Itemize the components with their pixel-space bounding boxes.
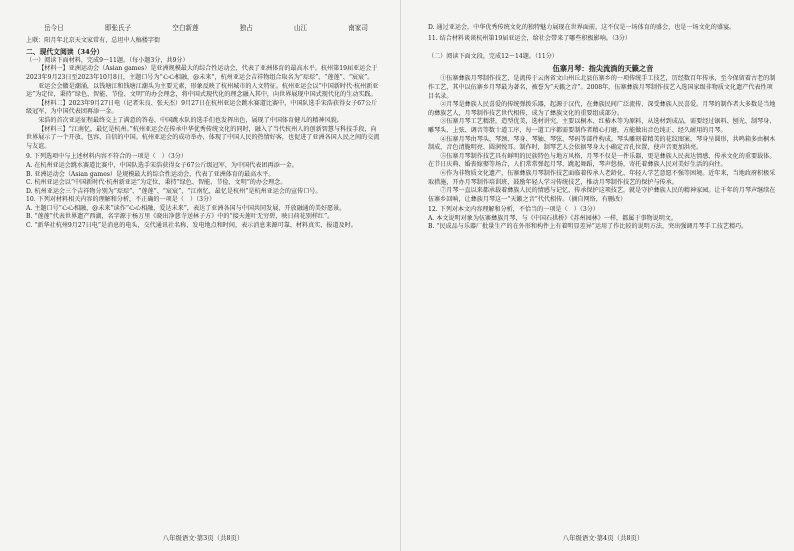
article-paragraph: ④伍寨月琴由琴头、琴颈、琴身、琴轴、琴弦、琴码等部件构成。琴头雕刻着精美的花纹图案，琴身呈圆形，共鸣箱多由桐木制成，音色清脆明亮、圆润悦耳。制作时，制琴艺人会依据琴身大小确定音孔位置，使声音更加洪亮。	[428, 135, 776, 152]
answer-option: C. 杭州亚运会以“中国新时代·杭州新亚运”为定位，秉持“绿色、智能、节俭、文明”的办会理念。	[26, 179, 287, 187]
option-word: 山江	[293, 24, 308, 32]
article-paragraph: ⑥作为非物质文化遗产，伍寨彝族月琴制作技艺面临着传承人老龄化、年轻人学艺意愿不强等困境。近年来，当地政府积极采取措施，开办月琴制作培训班，鼓励年轻人学习传统技艺，推动月琴制作技艺的保护与传承。	[428, 169, 776, 186]
option-word: 独占	[239, 24, 253, 32]
article-paragraph: ②月琴是彝族人民喜爱的传统弹拨乐器，起源于汉代，在彝族民间广泛流传，深受彝族人民喜爱。月琴的制作者大多数是当地的彝族艺人，月琴制作技艺世代相传，成为了彝族文化的重要组成部分。	[428, 101, 776, 117]
material-paragraph: 【材料二】2023年9月27日电（记者朱良、张天杰）9月27日在杭州亚运会跳水赛道比赛中，中国队选手宋浩获得女子67公斤级冠军，为中国代表团再添一金。	[26, 99, 378, 116]
answer-option: B. “莲莲”代表世界遗产西湖，名字源于杨万里《晓出净慈寺送林子方》中的“接天莲叶无穷碧，映日荷花别样红”。	[26, 213, 334, 221]
answer-option: C. “新华社杭州9月27日电”是消息的电头，交代通讯社名称、发电地点和时间，表示消息来源可靠、材料真实、报道及时。	[26, 222, 357, 230]
option-word-row	[26, 24, 380, 33]
article-paragraph: ⑤伍寨月琴制作技艺具有鲜明的民族特色与地方风格，月琴不仅是一件乐器，更是彝族人民表达情感、传承文化的重要载体。在节日庆典、婚丧嫁娶等场合，人们常常弹起月琴、跳起舞蹈，琴声悠扬，寄托着彝族人民对美好生活的向往。	[428, 152, 776, 169]
answer-option: D. 通过亚运会，中华优秀传统文化的独特魅力展现在世界面前，这不仅是一场体育的盛会，也是一场文化的盛宴。	[428, 24, 736, 31]
answer-option: A. 本文说明对象为伍寨彝族月琴，与《中国石拱桥》《苏州园林》一样，都属于事物说明文。	[428, 214, 677, 222]
page-fold-divider	[400, 0, 401, 551]
answer-option: B. “民成品与乐器厂批量生产的在外形和构件上有着明显差异”运用了作比较的说明方法，突出强调月琴手工技艺精巧。	[428, 223, 748, 231]
option-word: 岳今日	[44, 24, 64, 32]
reading-instruction: （二）阅读下面文段，完成12～14题。（11分）	[428, 53, 558, 61]
option-word: 空白新莲	[172, 24, 199, 32]
answer-option: B. 亚洲运动会（Asian games）是规模最大的综合性运动会，代表了亚洲体育的最高水平。	[26, 170, 275, 178]
article-paragraph: ①伍寨彝族月琴制作技艺，是流传于云南省文山州丘北县伍寨乡的一项传统手工技艺，历经数百年传承，至今保留着古老的制作工艺，其中以伍寨乡月琴最为著名，被誉为“天籁之音”。2008年，伍寨彝族月琴制作技艺入选国家级非物质文化遗产代表性项目名录。	[428, 75, 776, 100]
couplet-line: 上联：阳月年北京天文家常有，总坦中人稿楼字街	[26, 36, 161, 44]
material-paragraph: 【材料一】亚洲运动会（Asian games）是亚洲规模最大的综合性运动会，代表了亚洲体育的最高水平。杭州第19届亚运会于2023年9月23日至2023年10月8日，主题口号为“心心相融，@未来”，杭州亚运会吉祥物组合取名为“琮琮”、“莲莲”、“宸宸”。	[26, 65, 378, 81]
material-paragraph: 宋浩的首次亚运征程最终交上了满意的答卷，中国跳水队的选手们也发挥出色，展现了中国体育健儿的精神风貌。	[38, 116, 343, 124]
article-paragraph: ⑦月琴一直以来都承载着彝族人民的情感与记忆，传承保护这项技艺，就是守护彝族人民的精神家园。让千年的月琴声继续在伍寨乡回响，让彝族月琴这一“天籁之音”代代相传。（摘自网络，有删改）	[428, 187, 776, 203]
page-footer: 八年级语文·第4页（共8页）	[562, 534, 644, 543]
section-heading: 二、现代文阅读（34分）	[26, 48, 104, 57]
article-paragraph: ③伍寨月琴工艺精湛，造型优美，选材讲究，主要以桐木、红椿木等为原料，从选材到成品，需要经过锯料、刨光、制琴身、雕琴头、上弦、调音等数十道工序，每一道工序都需要制作者精心打磨，方能做出音色纯正、经久耐用的月琴。	[428, 118, 776, 134]
question-10: 10. 下列对材料相关内容的理解和分析，不正确的一项是（ ）（3分）	[26, 196, 216, 204]
answer-option: D. 杭州亚运会三个吉祥物分别为“琮琮”、“莲莲”、“宸宸”，“江南忆，最忆是杭州”是杭州亚运会的宣传口号。	[26, 187, 322, 195]
option-word: 南家司	[348, 24, 368, 32]
page-3	[26, 0, 380, 551]
option-word: 即张氏子	[104, 24, 132, 32]
reading-instruction: （一）阅读下面材料，完成9～11题。（每小题3分，共9分）	[26, 56, 189, 64]
page-footer: 八年级语文·第3页（共8页）	[162, 534, 244, 543]
page-4	[428, 0, 778, 551]
answer-option: A. 主题口号“心心相融，@未来”读作“心心相融，爱达未来”，表达了亚洲各国与中国共同发展、开放融通的美好愿景。	[26, 204, 346, 212]
article-title: 伍寨月琴：指尖流淌的天籁之音	[552, 63, 654, 73]
question-11: 11. 结合材料谈谈杭州第19届亚运会，给社会带来了哪些积极影响。（3分）	[428, 34, 632, 42]
material-paragraph: 亚运会会徽是潮涌，以钱塘江和钱塘江潮头为主要元素，形象反映了杭州城市的人文特征。杭州亚运会以“中国新时代·杭州新亚运”为定位，秉持“绿色、智能、节俭、文明”的办会理念，将中国式现代化的理念融入其中，向世界展现中国式现代化的生动实践。	[26, 82, 379, 99]
material-paragraph: 【材料三】“江南忆，最忆是杭州。”杭州亚运会在传承中华优秀传统文化的同时，融入了当代杭州人的创新智慧与科技手段，向世界展示了一个开放、包容、自信的中国。杭州亚运会的成功举办，体现了中国人民的热情好客，也促进了亚洲各国人民之间的交流与友谊。	[26, 125, 380, 150]
answer-option: A. 在杭州亚运会跳水赛道比赛中，中国队选手宋浩获得女子67公斤级冠军，为中国代表团再添一金。	[26, 161, 298, 169]
question-12: 12. 下列对本文内容理解和分析，不恰当的一项是（ ）（3分）	[428, 206, 599, 214]
question-9: 9. 下列选项中与上述材料内容不符合的一项是（ ）（3分）	[26, 153, 187, 161]
